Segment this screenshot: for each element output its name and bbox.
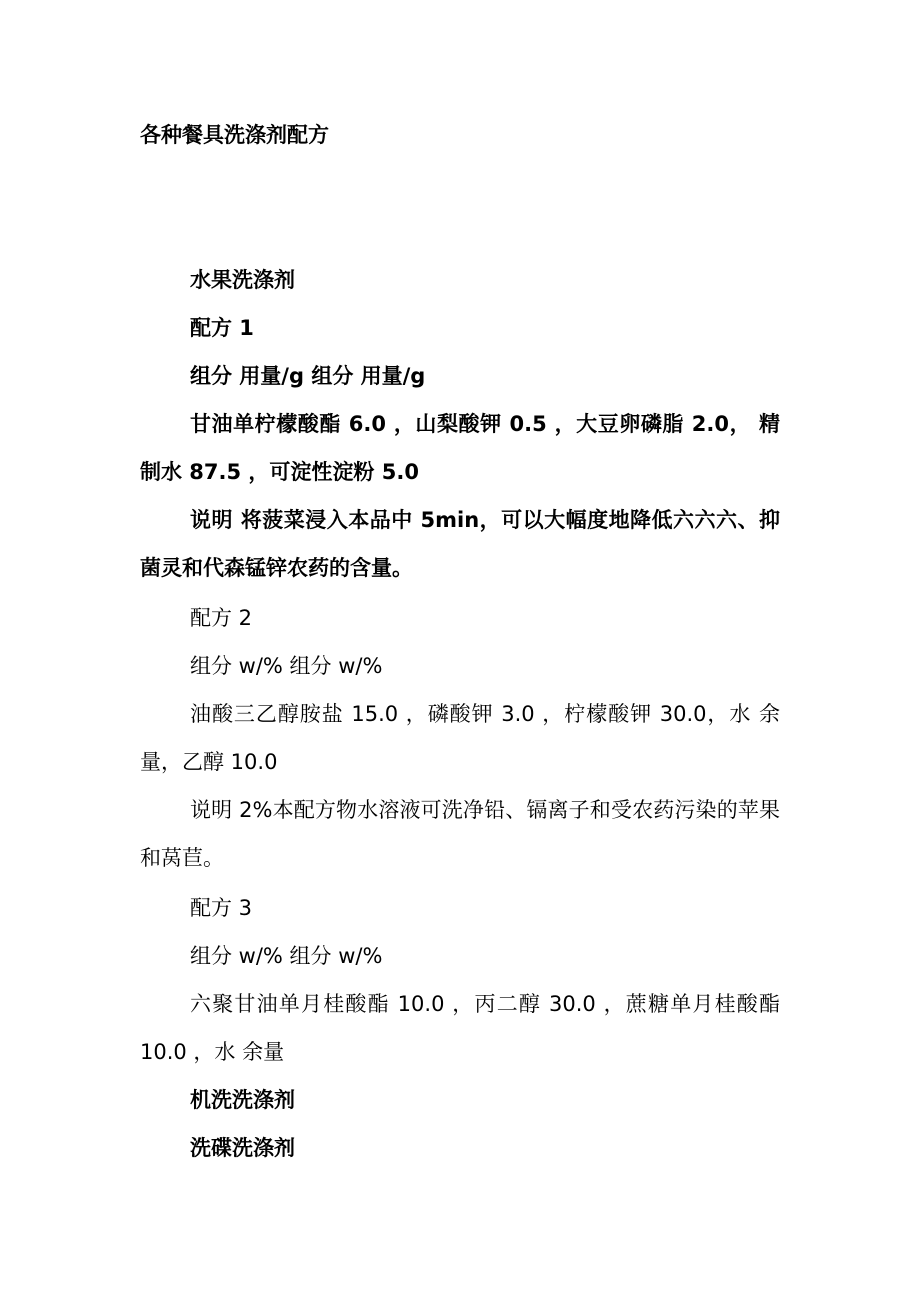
document-title: 各种餐具洗涤剂配方 [140, 123, 329, 147]
formula-2-note: 说明 2%本配方物水溶液可洗净铅、镉离子和受农药污染的苹果和莴苣。 [140, 798, 780, 870]
formula-1-note: 说明 将菠菜浸入本品中 5min，可以大幅度地降低六六六、抑菌灵和代森锰锌农药的含量。 [140, 508, 780, 580]
formula-1-columns: 组分 用量/g 组分 用量/g [190, 364, 426, 388]
section-heading-dish: 洗碟洗涤剂 [190, 1136, 295, 1160]
formula-1-label: 配方 1 [190, 316, 254, 340]
formula-3-ingredients: 六聚甘油单月桂酸酯 10.0 ，丙二醇 30.0 ，蔗糖单月桂酸酯 10.0 ，水 余量 [140, 992, 780, 1064]
formula-3-label: 配方 3 [190, 896, 253, 920]
section-heading-fruit: 水果洗涤剂 [190, 268, 295, 292]
formula-2-label: 配方 2 [190, 606, 253, 630]
formula-2-ingredients: 油酸三乙醇胺盐 15.0 ，磷酸钾 3.0 ，柠檬酸钾 30.0，水 余量，乙醇 10.0 [140, 702, 780, 774]
formula-2-columns: 组分 w/% 组分 w/% [190, 654, 383, 678]
formula-1-ingredients: 甘油单柠檬酸酯 6.0 ，山梨酸钾 0.5 ，大豆卵磷脂 2.0， 精制水 87.5 ，可淀性淀粉 5.0 [140, 412, 780, 484]
formula-3-columns: 组分 w/% 组分 w/% [190, 944, 383, 968]
section-heading-machine: 机洗洗涤剂 [190, 1088, 295, 1112]
